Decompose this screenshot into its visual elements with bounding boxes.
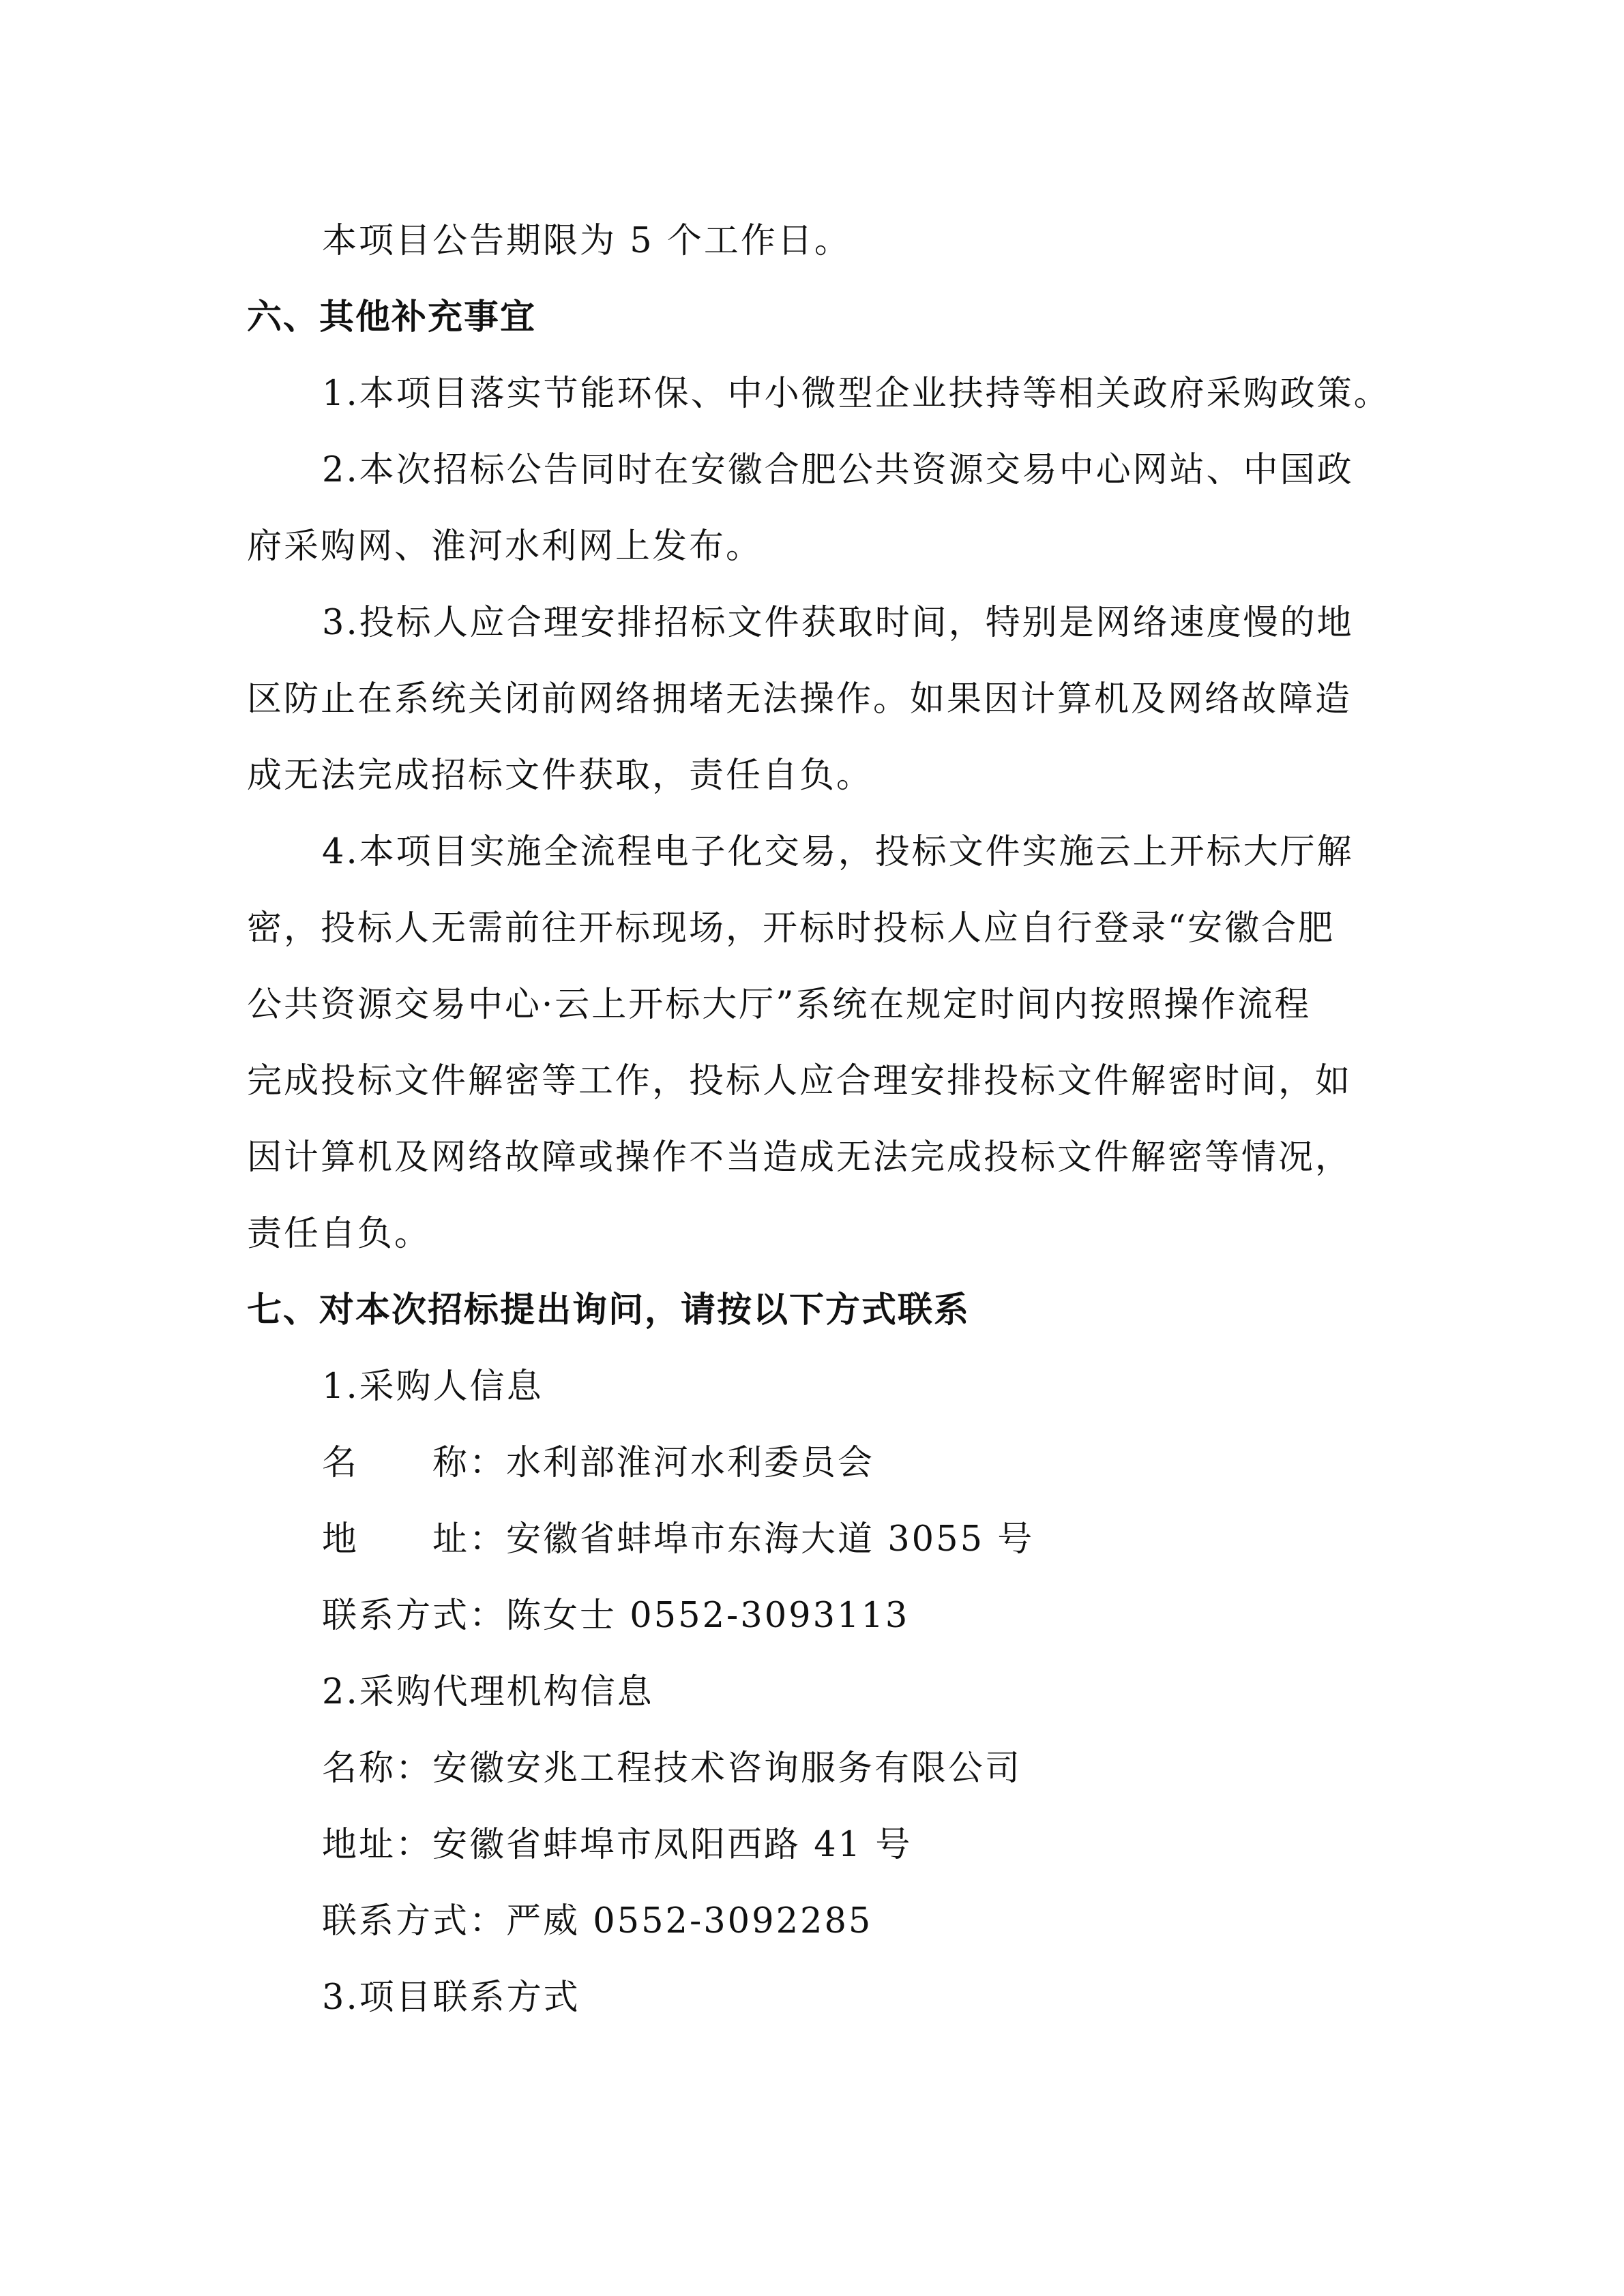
agency-contact: 联系方式：严威 0552-3092285 [322, 1901, 873, 1941]
section-6-item-4-line-5: 因计算机及网络故障或操作不当造成无法完成投标文件解密等情况， [247, 1137, 1353, 1178]
section-6-item-3-line-2: 区防止在系统关闭前网络拥堵无法操作。如果因计算机及网络故障造 [247, 679, 1353, 719]
purchaser-info-title: 1.采购人信息 [322, 1367, 544, 1407]
section-6-item-4-line-3: 公共资源交易中心·云上开标大厅”系统在规定时间内按照操作流程 [247, 985, 1312, 1025]
section-6-item-4-line-2: 密，投标人无需前往开标现场，开标时投标人应自行登录“安徽合肥 [247, 908, 1335, 949]
project-contact-title: 3.项目联系方式 [322, 1978, 580, 2018]
purchaser-name-row [322, 1442, 874, 1485]
agency-address: 地址：安徽省蚌埠市凤阳西路 41 号 [322, 1825, 913, 1865]
purchaser-contact-row [322, 1594, 909, 1638]
section-6-item-4-line-1: 4.本项目实施全流程电子化交易，投标文件实施云上开标大厅解 [322, 832, 1354, 872]
section-6-heading: 六、其他补充事宜 [247, 297, 537, 338]
purchaser-name-value: 水利部淮河水利委员会 [506, 1443, 875, 1483]
section-6-item-1: 1.本项目落实节能环保、中小微型企业扶持等相关政府采购政策。 [322, 374, 1391, 414]
purchaser-contact-value: 陈女士 0552-3093113 [506, 1596, 910, 1636]
agency-name: 名称：安徽安兆工程技术咨询服务有限公司 [322, 1748, 1022, 1789]
section-7-heading: 七、对本次招标提出询问，请按以下方式联系 [247, 1290, 971, 1330]
purchaser-address-row [322, 1518, 1034, 1562]
purchaser-contact-label: 联系方式： [322, 1596, 507, 1636]
section-6-item-2-line-1: 2.本次招标公告同时在安徽合肥公共资源交易中心网站、中国政 [322, 450, 1354, 490]
agency-info-title: 2.采购代理机构信息 [322, 1672, 654, 1712]
section-6-item-4-line-4: 完成投标文件解密等工作，投标人应合理安排投标文件解密时间，如 [247, 1061, 1353, 1101]
section-6-item-2-line-2: 府采购网、淮河水利网上发布。 [247, 526, 763, 567]
section-6-item-4-line-6: 责任自负。 [247, 1214, 432, 1254]
purchaser-address-value: 安徽省蚌埠市东海大道 3055 号 [506, 1519, 1035, 1560]
section-6-item-3-line-3: 成无法完成招标文件获取，责任自负。 [247, 756, 874, 796]
purchaser-address-label: 地 址： [322, 1519, 507, 1560]
purchaser-name-label: 名 称： [322, 1443, 507, 1483]
notice-period-text: 本项目公告期限为 5 个工作日。 [322, 221, 851, 261]
section-6-item-3-line-1: 3.投标人应合理安排招标文件获取时间，特别是网络速度慢的地 [322, 603, 1354, 643]
